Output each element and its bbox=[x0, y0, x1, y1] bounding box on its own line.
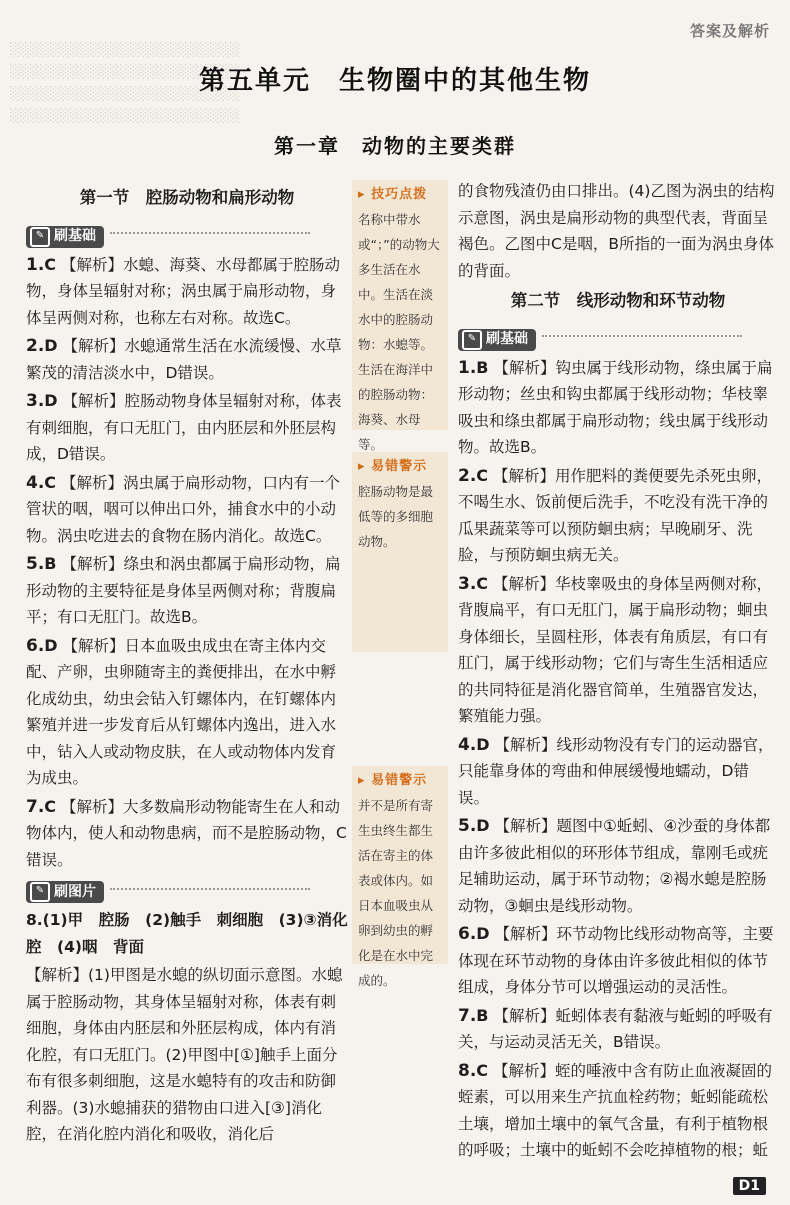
book-icon: ✎ bbox=[30, 227, 50, 247]
answer-item: 2.D 【解析】水螅通常生活在水流缓慢、水草繁茂的清洁淡水中，D错误。 bbox=[26, 336, 342, 382]
badge-basic: ✎ 刷基础 bbox=[458, 329, 536, 351]
book-icon: ✎ bbox=[462, 330, 482, 350]
answer-item: 5.D 【解析】题图中①蚯蚓、④沙蚕的身体都由许多彼此相似的环形体节组成，靠刚毛或疣足辅助运动，属于环节动物；②褐水螅是腔肠动物，③蛔虫是线形动物。 bbox=[458, 816, 771, 915]
answer-item: 4.C 【解析】涡虫属于扁形动物，口内有一个管状的咽，咽可以伸出口外，捕食水中的小动物。涡虫吃进去的食物在肠内消化。故选C。 bbox=[26, 472, 340, 545]
page-number: D1 bbox=[733, 1177, 766, 1195]
tip-title: ▸ 技巧点拨 bbox=[358, 182, 442, 207]
header-answer-label: 答案及解析 bbox=[689, 22, 770, 40]
book-icon: ✎ bbox=[30, 882, 50, 902]
tip-box-2 bbox=[352, 452, 448, 652]
answer-item: 3.C 【解析】华枝睾吸虫的身体呈两侧对称，背腹扁平，有口无肛门，属于扁形动物；蛔虫身体细长，呈圆柱形，体表有角质层，有口有肛门，属于线形动物；它们与寄生生活相适应的共同特征是消化器官简单，生殖器官发达，繁殖能力强。 bbox=[458, 573, 772, 725]
answer-item: 7.B 【解析】蚯蚓体表有黏液与蚯蚓的呼吸有关，与运动灵活无关，B错误。 bbox=[458, 1005, 773, 1051]
answer-item: 2.C 【解析】用作肥料的粪便要先杀死虫卵，不喝生水、饭前便后洗手，不吃没有洗干净的瓜果蔬菜等可以预防蛔虫病；早晚刷牙、洗脸，与预防蛔虫病无关。 bbox=[458, 465, 772, 564]
q8-answer: 8.(1)甲 腔肠 (2)触手 刺细胞 (3)③消化腔 (4)咽 背面 bbox=[26, 911, 348, 956]
dotted-rule bbox=[110, 232, 310, 234]
answer-item: 1.C 【解析】水螅、海葵、水母都属于腔肠动物，身体呈辐射对称；涡虫属于扁形动物，身体呈两侧对称，也称左右对称。故选C。 bbox=[26, 254, 340, 327]
answer-item: 6.D 【解析】环节动物比线形动物高等，主要体现在环节动物的身体由许多彼此相似的体节组成，身体分节可以增强运动的灵活性。 bbox=[458, 924, 774, 996]
tip-text: 腔肠动物是最低等的多细胞动物。 bbox=[358, 484, 434, 549]
section-title-1: 第一节 腔肠动物和扁形动物 bbox=[79, 188, 295, 207]
answer-item: 6.D 【解析】日本血吸虫成虫在寄主体内交配、产卵，虫卵随寄主的粪便排出，在水中孵化成幼虫，幼虫会钻入钉螺体内，在钉螺体内繁殖并进一步发育后从钉螺体内逸出，进入水中，钻入人或动物皮肤，在人或动物体内发育为成虫。 bbox=[26, 635, 337, 787]
answer-item: 1.B 【解析】钩虫属于线形动物，绦虫属于扁形动物；丝虫和钩虫都属于线形动物；华枝睾吸虫和绦虫都属于扁形动物；线虫属于线形动物。故选B。 bbox=[458, 357, 773, 456]
continued-text: 的食物残渣仍由口排出。(4)乙图为涡虫的结构示意图，涡虫是扁形动物的典型代表，背面呈褐色。乙图中C是咽，B所指的一面为涡虫身体的背面。 bbox=[458, 182, 775, 280]
tip-text: 并不是所有寄生虫终生都生活在寄主的体表或体内。如日本血吸虫从卵到幼虫的孵化是在水中完成的。 bbox=[358, 798, 434, 988]
badge-basic: ✎ 刷基础 bbox=[26, 226, 104, 248]
chapter-title: 第一章 动物的主要类群 bbox=[274, 134, 516, 158]
right-column bbox=[458, 178, 778, 1166]
badge-picture: ✎ 刷图片 bbox=[26, 881, 104, 903]
answer-item: 7.C 【解析】大多数扁形动物能寄生在人和动物体内，使人和动物患病，而不是腔肠动物，C错误。 bbox=[26, 796, 347, 869]
section-title-2: 第二节 线形动物和环节动物 bbox=[510, 291, 726, 310]
tip-box-1 bbox=[352, 180, 448, 452]
answer-item: 3.D 【解析】腔肠动物身体呈辐射对称，体表有刺细胞，有口无肛门，由内胚层和外胚层构成，D错误。 bbox=[26, 391, 342, 463]
unit-title: 第五单元 生物圈中的其他生物 bbox=[198, 66, 591, 96]
bleed-through-text: ░░░░░░░░░░░░░░░░░░░░░░░ ░░░░░░░░░░░░░░░░░░░░░░░ ░░░░░░░░░░░░░░░░░░░░░░░ ░░░░░░░░░░░░░░░░░░░░░░░ bbox=[10, 43, 240, 124]
tip-title: ▸ 易错警示 bbox=[358, 768, 442, 793]
dotted-rule bbox=[110, 888, 310, 890]
tip-box-3 bbox=[352, 766, 448, 988]
answer-item: 8.C 【解析】蛭的唾液中含有防止血液凝固的蛭素，可以用来生产抗血栓药物；蚯蚓能疏松土壤，增加土壤中的氧气含量，有利于植物根的呼吸；土壤中的蚯蚓不会吃掉植物的根；蚯 bbox=[458, 1060, 772, 1159]
answer-item: 4.D 【解析】线形动物没有专门的运动器官，只能靠身体的弯曲和伸展缓慢地蠕动，D错误。 bbox=[458, 734, 774, 807]
answer-item: 5.B 【解析】绦虫和涡虫都属于扁形动物，扁形动物的主要特征是身体呈两侧对称；背腹扁平；有口无肛门。故选B。 bbox=[26, 554, 341, 626]
dotted-rule bbox=[542, 335, 742, 337]
tip-text: 名称中带水或“；”的动物大多生活在水中。生活在淡水中的腔肠动物：水螅等。生活在海洋中的腔肠动物：海葵、水母等。 bbox=[358, 212, 440, 452]
tip-title: ▸ 易错警示 bbox=[358, 454, 442, 479]
q8-explanation: 【解析】(1)甲图是水螅的纵切面示意图。水螅属于腔肠动物，其身体呈辐射对称，体表有刺细胞，身体由内胚层和外胚层构成，体内有消化腔，有口无肛门。(2)甲图中[①]触手上面分布有很多刺细胞，这是水螅特有的攻击和防御利器。(3)水螅捕获的猎物由口进入[③]消化腔，在消化腔内消化和吸收，消化后 bbox=[26, 966, 343, 1143]
left-column bbox=[26, 185, 348, 1150]
